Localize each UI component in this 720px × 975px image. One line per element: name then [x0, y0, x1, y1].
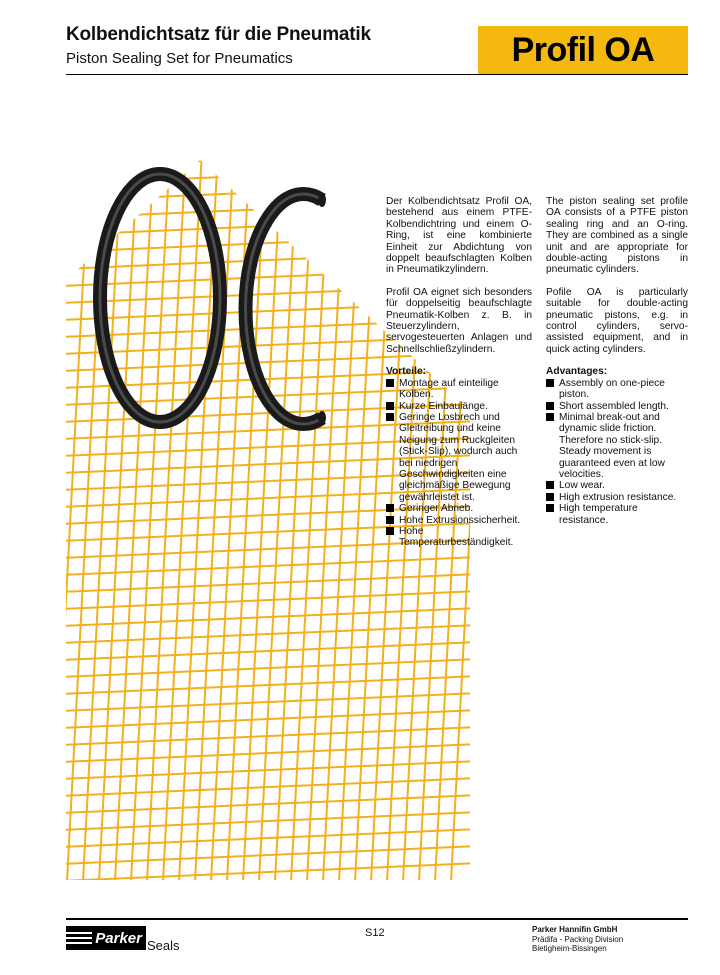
- list-item: Assembly on one-piece piston.: [546, 378, 688, 401]
- german-text-column: [386, 196, 532, 549]
- logo-stripes-icon: [66, 930, 96, 946]
- list-item: High extrusion resistance.: [546, 492, 688, 503]
- company-division: Prädifa - Packing Division: [532, 934, 624, 944]
- page-subtitle: Piston Sealing Set for Pneumatics: [66, 50, 293, 67]
- german-usage-paragraph: Profil OA eignet sich besonders für doppelseitig beaufschlagte Pneumatik-Kolben z. B. in Steuerzylindern, servogesteuerten Anlagen und Schnellschließzylindern.: [386, 286, 532, 355]
- grid-line: [60, 149, 480, 167]
- profile-badge: Profil OA: [478, 26, 688, 74]
- english-advantages-heading: Advantages:: [546, 366, 608, 378]
- footer-divider: [66, 918, 688, 920]
- company-address: [532, 925, 623, 954]
- german-advantages-heading: Vorteile:: [386, 366, 427, 378]
- company-name: Parker Hannifin GmbH: [532, 925, 618, 934]
- english-intro-paragraph: The piston sealing set profile OA consists of a PTFE piston sealing ring and an O-ring. They are combined as a single unit and are appropriate for double-acting pistons in pneumatic cylinders.: [546, 196, 688, 276]
- parker-logo: Parker: [66, 926, 146, 950]
- grid-line: [338, 150, 378, 900]
- list-item: Montage auf einteilige Kolben.: [386, 378, 532, 401]
- list-item: Minimal break-out and dynamic slide friction. Therefore no stick-slip. Steady movement is guaranteed even at low velocities.: [546, 412, 688, 480]
- grid-line: [306, 150, 346, 900]
- german-intro-paragraph: Der Kolbendichtsatz Profil OA, bestehend aus einem PTFE-Kolbendichtring und einem O-Ring, ist eine kombinierte Einheit zur Abdichtung von doppelt beaufschlagten Kolben in Pneumatikzylindern.: [386, 196, 532, 276]
- grid-line: [60, 846, 480, 864]
- page-title: Kolbendichtsatz für die Pneumatik: [66, 24, 371, 45]
- page-number: S12: [365, 927, 385, 939]
- company-city: Bietigheim-Bissingen: [532, 944, 607, 953]
- list-item: Hohe Extrusionssicherheit.: [386, 515, 532, 526]
- grid-line: [60, 812, 480, 830]
- german-advantages-list: [386, 378, 532, 549]
- grid-line: [322, 150, 362, 900]
- grid-line: [114, 150, 154, 900]
- grid-line: [60, 132, 480, 150]
- grid-line: [60, 863, 480, 881]
- grid-line: [60, 574, 480, 592]
- grid-line: [60, 778, 480, 796]
- english-advantages-list: [546, 378, 688, 526]
- grid-line: [60, 693, 480, 711]
- grid-line: [146, 150, 186, 900]
- grid-line: [60, 795, 480, 813]
- list-item: Geringe Losbrech und Gleitreibung und keine Neigung zum Ruckgleiten (Stick-Slip), wodurch auch bei niedrigen Geschwindigkeiten eine gleichmäßige Bewegung gewährleistet ist.: [386, 412, 532, 503]
- list-item: Short assembled length.: [546, 401, 688, 412]
- english-text-column: [546, 196, 688, 526]
- grid-line: [60, 557, 480, 575]
- grid-line: [60, 761, 480, 779]
- grid-line: [60, 166, 480, 184]
- logo-subtitle: Seals: [147, 938, 180, 953]
- list-item: Geringer Abrieb.: [386, 503, 532, 514]
- list-item: High temperature resistance.: [546, 503, 688, 526]
- list-item: Hohe Temperaturbeständigkeit.: [386, 526, 532, 549]
- list-item: Kurze Einbaulänge.: [386, 401, 532, 412]
- grid-line: [60, 829, 480, 847]
- grid-line: [130, 150, 170, 900]
- list-item: Low wear.: [546, 480, 688, 491]
- grid-line: [50, 150, 90, 900]
- grid-line: [290, 150, 330, 900]
- english-usage-paragraph: Pofile OA is particularly suitable for double-acting pneumatic pistons, e.g. in control cylinders, servo-assisted equipment, and in quick acting cylinders.: [546, 286, 688, 355]
